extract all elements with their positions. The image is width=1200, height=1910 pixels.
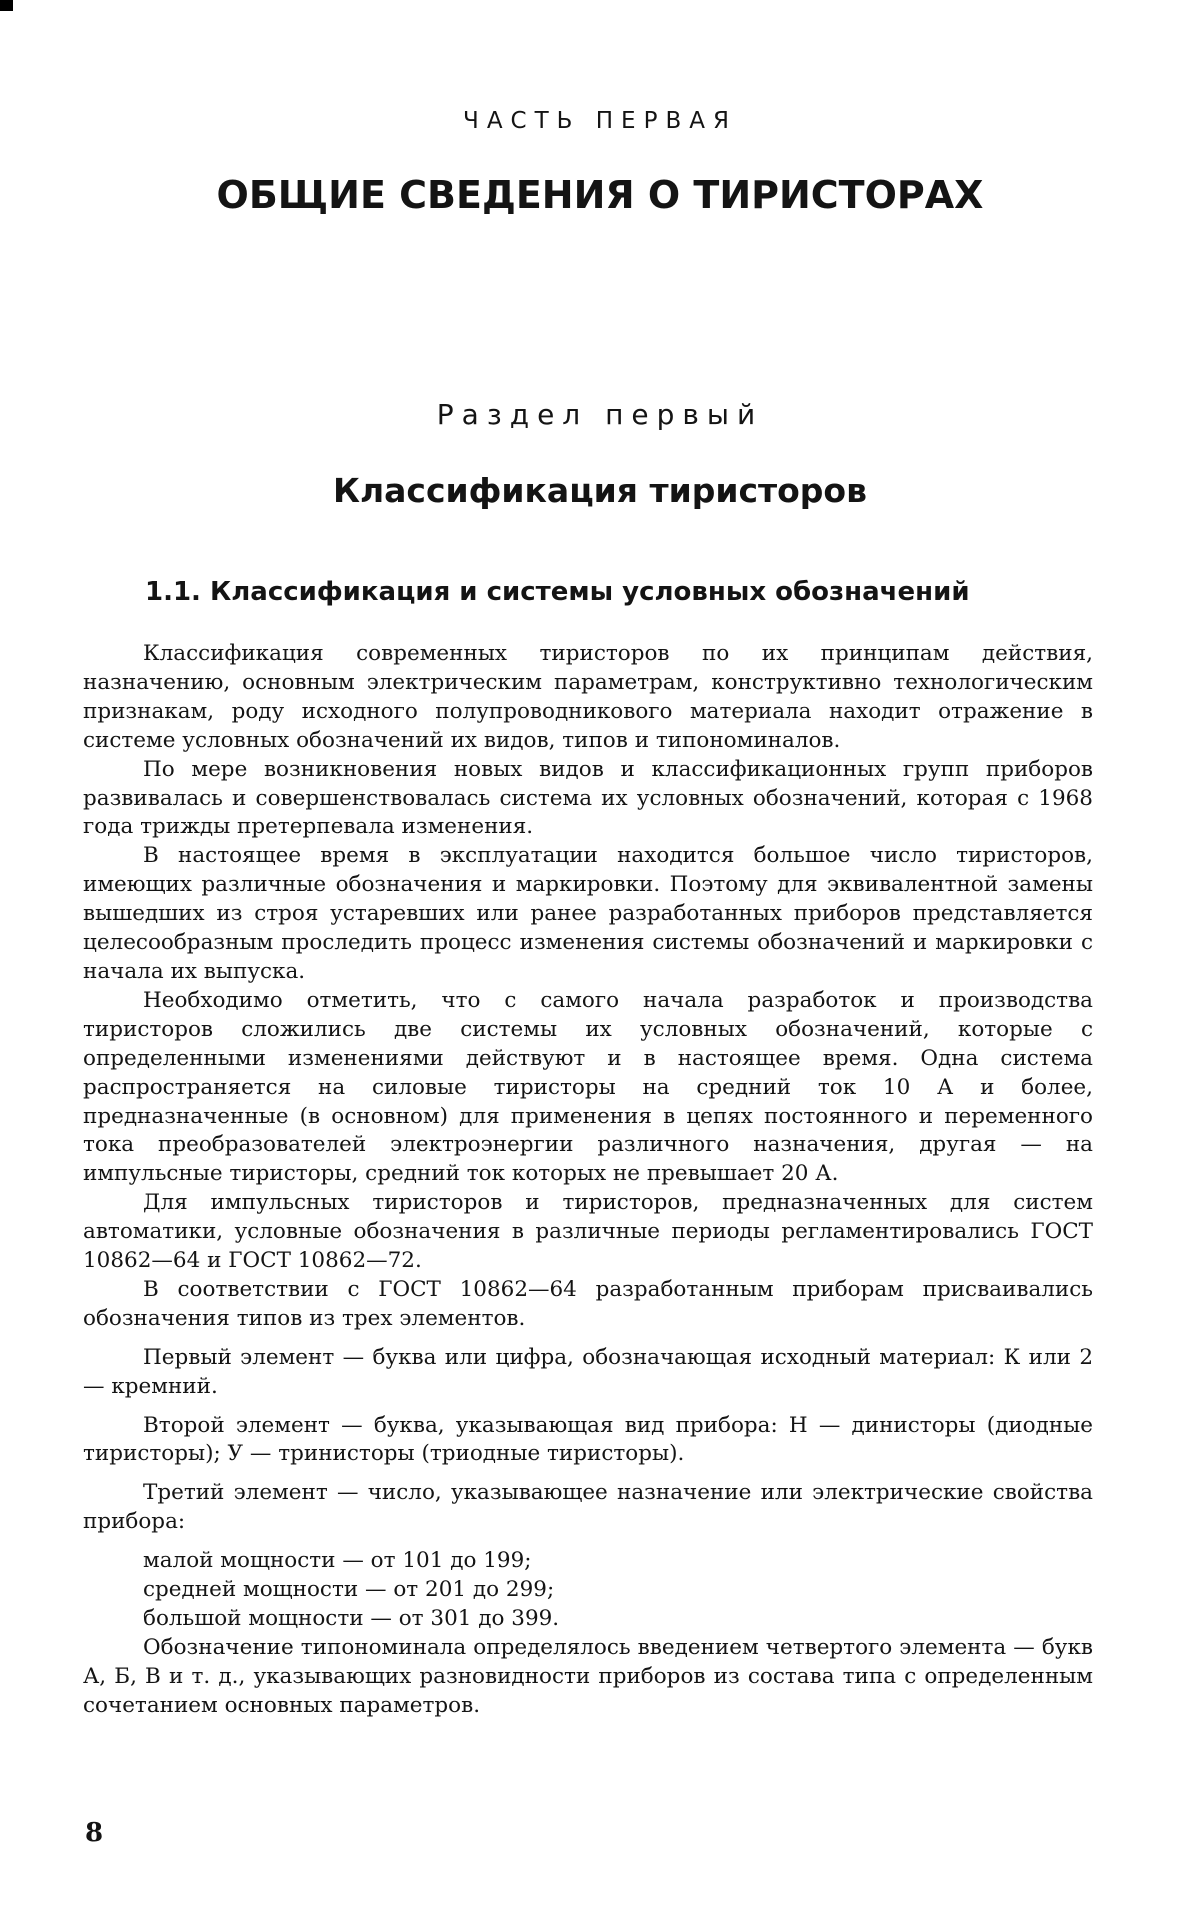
paragraph: Для импульсных тиристоров и тиристоров, предназначенных для систем автоматики, условные обозначения в различные периоды регламентировались ГОСТ 10862—64 и ГОСТ 10862—72. <box>83 1190 1093 1274</box>
scan-corner-mark <box>0 0 13 11</box>
paragraph: Необходимо отметить, что с самого начала разработок и производства тиристоров сложились две системы их условных обозначений, которые с определенными изменениями действуют и в настоящее время. Одна система распространяется на силовые тиристоры на средний ток 10 А и более, предназначенные (в основном) для применения в цепях постоянного и переменного тока преобразователей электроэнергии различного назначения, другая — на импульсные тиристоры, средний ток которых не превышает 20 А. <box>83 987 1093 1187</box>
body-text <box>83 640 1093 1721</box>
chapter-heading: 1.1. Классификация и системы условных обозначений <box>145 577 970 607</box>
part-label: ЧАСТЬ ПЕРВАЯ <box>463 108 737 134</box>
paragraph: Первый элемент — буква или цифра, обозначающая исходный материал: К или 2 — кремний. <box>83 1344 1093 1399</box>
paragraph: По мере возникновения новых видов и классификационных групп приборов развивалась и совершенствовалась система их условных обозначений, которая с 1968 года трижды претерпевала изменения. <box>83 756 1093 840</box>
paragraph: В соответствии с ГОСТ 10862—64 разработанным приборам присваивались обозначения типов из трех элементов. <box>83 1276 1093 1331</box>
list-item: малой мощности — от 101 до 199; <box>143 1548 532 1574</box>
section-label: Раздел первый <box>436 398 764 431</box>
paragraph: Обозначение типономинала определялось введением четвертого элемента — букв А, Б, В и т. д., указывающих разновидности приборов из состава типа с определенным сочетанием основных параметров. <box>83 1634 1093 1718</box>
paragraph: Третий элемент — число, указывающее назначение или электрические свойства прибора: <box>83 1480 1093 1535</box>
paragraph: Классификация современных тиристоров по их принципам действия, назначению, основным электрическим параметрам, конструктивно технологическим признакам, роду исходного полупроводникового материала находит отражение в системе условных обозначений их видов, типов и типономиналов. <box>83 641 1093 753</box>
part-title: ОБЩИЕ СВЕДЕНИЯ О ТИРИСТОРАХ <box>216 173 984 217</box>
paragraph: В настоящее время в эксплуатации находится большое число тиристоров, имеющих различные обозначения и маркировки. Поэтому для эквивалентной замены вышедших из строя устаревших или ранее разработанных приборов представляется целесообразным проследить процесс изменения системы обозначений и маркировки с начала их выпуска. <box>83 843 1093 984</box>
list-item: большой мощности — от 301 до 399. <box>143 1606 560 1631</box>
section-title: Классификация тиристоров <box>333 471 867 510</box>
paragraph: Второй элемент — буква, указывающая вид прибора: Н — динисторы (диодные тиристоры); У — тринисторы (триодные тиристоры). <box>83 1412 1093 1467</box>
page-number: 8 <box>85 1818 104 1848</box>
list-item: средней мощности — от 201 до 299; <box>143 1577 555 1603</box>
